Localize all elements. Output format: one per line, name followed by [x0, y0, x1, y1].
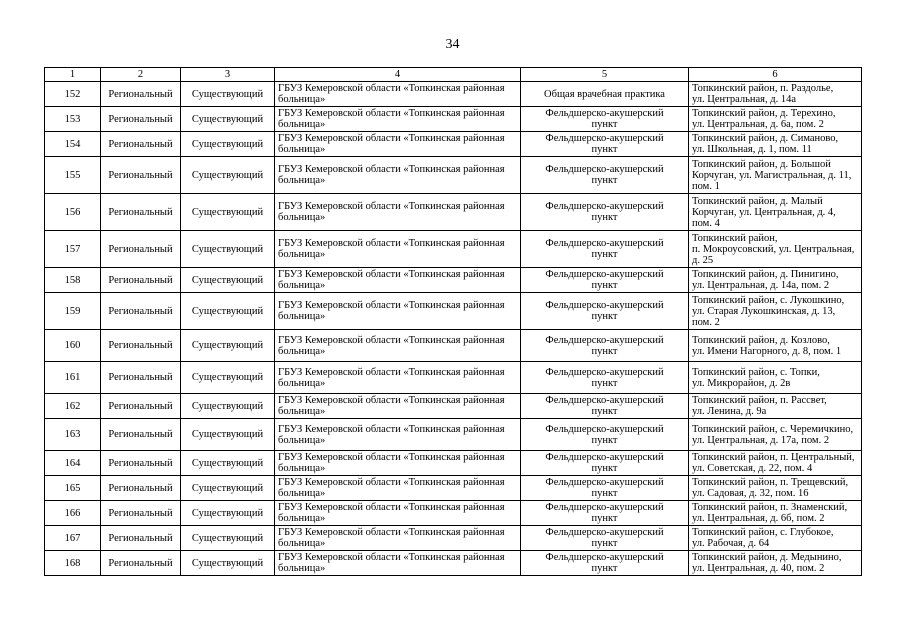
facility-type-cell: Общая врачебная практика [521, 82, 689, 107]
level-cell: Региональный [101, 330, 181, 362]
facility-type-cell: Фельдшерско-акушерский пункт [521, 362, 689, 394]
organization-cell: ГБУЗ Кемеровской области «Топкинская районная больница» [275, 330, 521, 362]
facility-type-cell: Фельдшерско-акушерский пункт [521, 394, 689, 419]
level-cell: Региональный [101, 394, 181, 419]
row-number: 158 [45, 268, 101, 293]
table-row [45, 132, 862, 157]
table-row [45, 194, 862, 231]
status-cell: Существующий [181, 362, 275, 394]
row-number: 152 [45, 82, 101, 107]
column-header: 1 [45, 68, 101, 82]
facility-type-cell: Фельдшерско-акушерский пункт [521, 501, 689, 526]
address-cell: Топкинский район, п. Центральный, ул. Советская, д. 22, пом. 4 [689, 451, 862, 476]
facility-type-cell: Фельдшерско-акушерский пункт [521, 268, 689, 293]
row-number: 156 [45, 194, 101, 231]
row-number: 153 [45, 107, 101, 132]
status-cell: Существующий [181, 82, 275, 107]
level-cell: Региональный [101, 82, 181, 107]
organization-cell: ГБУЗ Кемеровской области «Топкинская районная больница» [275, 476, 521, 501]
status-cell: Существующий [181, 476, 275, 501]
column-header: 2 [101, 68, 181, 82]
level-cell: Региональный [101, 194, 181, 231]
organization-cell: ГБУЗ Кемеровской области «Топкинская районная больница» [275, 501, 521, 526]
address-cell: Топкинский район, п. Мокроусовский, ул. Центральная, д. 25 [689, 231, 862, 268]
status-cell: Существующий [181, 451, 275, 476]
level-cell: Региональный [101, 551, 181, 576]
level-cell: Региональный [101, 501, 181, 526]
address-cell: Топкинский район, п. Рассвет, ул. Ленина, д. 9а [689, 394, 862, 419]
table-row [45, 451, 862, 476]
organization-cell: ГБУЗ Кемеровской области «Топкинская районная больница» [275, 82, 521, 107]
row-number: 163 [45, 419, 101, 451]
table-row [45, 293, 862, 330]
table-row [45, 330, 862, 362]
column-header: 3 [181, 68, 275, 82]
address-cell: Топкинский район, д. Медынино, ул. Центральная, д. 40, пом. 2 [689, 551, 862, 576]
row-number: 157 [45, 231, 101, 268]
organization-cell: ГБУЗ Кемеровской области «Топкинская районная больница» [275, 551, 521, 576]
address-cell: Топкинский район, п. Трещевский, ул. Садовая, д. 32, пом. 16 [689, 476, 862, 501]
organization-cell: ГБУЗ Кемеровской области «Топкинская районная больница» [275, 293, 521, 330]
status-cell: Существующий [181, 157, 275, 194]
address-cell: Топкинский район, д. Козлово, ул. Имени Нагорного, д. 8, пом. 1 [689, 330, 862, 362]
status-cell: Существующий [181, 419, 275, 451]
table-row [45, 551, 862, 576]
facility-type-cell: Фельдшерско-акушерский пункт [521, 132, 689, 157]
row-number: 155 [45, 157, 101, 194]
level-cell: Региональный [101, 268, 181, 293]
table-row [45, 268, 862, 293]
address-cell: Топкинский район, д. Малый Корчуган, ул. Центральная, д. 4, пом. 4 [689, 194, 862, 231]
row-number: 166 [45, 501, 101, 526]
facility-type-cell: Фельдшерско-акушерский пункт [521, 451, 689, 476]
row-number: 168 [45, 551, 101, 576]
status-cell: Существующий [181, 132, 275, 157]
facility-type-cell: Фельдшерско-акушерский пункт [521, 194, 689, 231]
organization-cell: ГБУЗ Кемеровской области «Топкинская районная больница» [275, 451, 521, 476]
facility-type-cell: Фельдшерско-акушерский пункт [521, 476, 689, 501]
table-row [45, 157, 862, 194]
facility-type-cell: Фельдшерско-акушерский пункт [521, 107, 689, 132]
level-cell: Региональный [101, 526, 181, 551]
level-cell: Региональный [101, 107, 181, 132]
status-cell: Существующий [181, 107, 275, 132]
status-cell: Существующий [181, 293, 275, 330]
level-cell: Региональный [101, 157, 181, 194]
table-row [45, 107, 862, 132]
organization-cell: ГБУЗ Кемеровской области «Топкинская районная больница» [275, 526, 521, 551]
address-cell: Топкинский район, д. Симаново, ул. Школьная, д. 1, пом. 11 [689, 132, 862, 157]
facilities-table [44, 67, 862, 576]
organization-cell: ГБУЗ Кемеровской области «Топкинская районная больница» [275, 394, 521, 419]
facility-type-cell: Фельдшерско-акушерский пункт [521, 551, 689, 576]
facility-type-cell: Фельдшерско-акушерский пункт [521, 293, 689, 330]
status-cell: Существующий [181, 551, 275, 576]
organization-cell: ГБУЗ Кемеровской области «Топкинская районная больница» [275, 231, 521, 268]
row-number: 154 [45, 132, 101, 157]
column-header: 4 [275, 68, 521, 82]
organization-cell: ГБУЗ Кемеровской области «Топкинская районная больница» [275, 268, 521, 293]
level-cell: Региональный [101, 231, 181, 268]
status-cell: Существующий [181, 231, 275, 268]
table-row [45, 82, 862, 107]
status-cell: Существующий [181, 394, 275, 419]
facility-type-cell: Фельдшерско-акушерский пункт [521, 231, 689, 268]
address-cell: Топкинский район, д. Большой Корчуган, ул. Магистральная, д. 11, пом. 1 [689, 157, 862, 194]
level-cell: Региональный [101, 293, 181, 330]
address-cell: Топкинский район, с. Лукошкино, ул. Старая Лукошкинская, д. 13, пом. 2 [689, 293, 862, 330]
level-cell: Региональный [101, 476, 181, 501]
row-number: 167 [45, 526, 101, 551]
level-cell: Региональный [101, 419, 181, 451]
row-number: 165 [45, 476, 101, 501]
facility-type-cell: Фельдшерско-акушерский пункт [521, 419, 689, 451]
status-cell: Существующий [181, 330, 275, 362]
address-cell: Топкинский район, д. Пинигино, ул. Центральная, д. 14а, пом. 2 [689, 268, 862, 293]
table-row [45, 419, 862, 451]
row-number: 160 [45, 330, 101, 362]
row-number: 159 [45, 293, 101, 330]
organization-cell: ГБУЗ Кемеровской области «Топкинская районная больница» [275, 107, 521, 132]
status-cell: Существующий [181, 268, 275, 293]
table-row [45, 362, 862, 394]
facility-type-cell: Фельдшерско-акушерский пункт [521, 157, 689, 194]
organization-cell: ГБУЗ Кемеровской области «Топкинская районная больница» [275, 419, 521, 451]
address-cell: Топкинский район, с. Топки, ул. Микрорайон, д. 2в [689, 362, 862, 394]
column-header: 5 [521, 68, 689, 82]
address-cell: Топкинский район, п. Знаменский, ул. Центральная, д. 6б, пом. 2 [689, 501, 862, 526]
table-row [45, 526, 862, 551]
facility-type-cell: Фельдшерско-акушерский пункт [521, 526, 689, 551]
row-number: 162 [45, 394, 101, 419]
table-row [45, 476, 862, 501]
table-row [45, 501, 862, 526]
organization-cell: ГБУЗ Кемеровской области «Топкинская районная больница» [275, 132, 521, 157]
row-number: 161 [45, 362, 101, 394]
table-row [45, 231, 862, 268]
table-row [45, 394, 862, 419]
address-cell: Топкинский район, п. Раздолье, ул. Центральная, д. 14а [689, 82, 862, 107]
status-cell: Существующий [181, 194, 275, 231]
level-cell: Региональный [101, 451, 181, 476]
row-number: 164 [45, 451, 101, 476]
status-cell: Существующий [181, 501, 275, 526]
level-cell: Региональный [101, 132, 181, 157]
organization-cell: ГБУЗ Кемеровской области «Топкинская районная больница» [275, 194, 521, 231]
column-number-row [45, 68, 862, 82]
status-cell: Существующий [181, 526, 275, 551]
facility-type-cell: Фельдшерско-акушерский пункт [521, 330, 689, 362]
level-cell: Региональный [101, 362, 181, 394]
address-cell: Топкинский район, с. Черемичкино, ул. Центральная, д. 17а, пом. 2 [689, 419, 862, 451]
organization-cell: ГБУЗ Кемеровской области «Топкинская районная больница» [275, 362, 521, 394]
address-cell: Топкинский район, д. Терехино, ул. Центральная, д. 6а, пом. 2 [689, 107, 862, 132]
page-number: 34 [445, 37, 460, 52]
organization-cell: ГБУЗ Кемеровской области «Топкинская районная больница» [275, 157, 521, 194]
address-cell: Топкинский район, с. Глубокое, ул. Рабочая, д. 64 [689, 526, 862, 551]
column-header: 6 [689, 68, 862, 82]
